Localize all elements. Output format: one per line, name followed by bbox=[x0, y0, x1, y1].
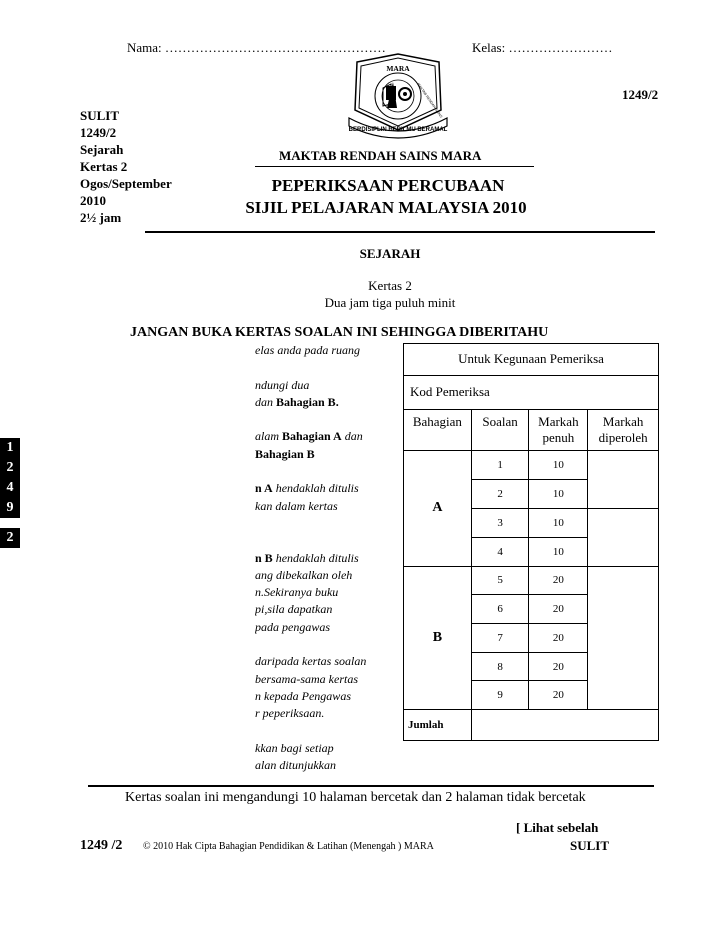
soalan-cell: 7 bbox=[471, 624, 529, 653]
instruction-bold-text: Bahagian B. bbox=[276, 394, 339, 409]
class-field-label: Kelas: …………………… bbox=[472, 40, 613, 55]
lihat-sebelah: [ Lihat sebelah bbox=[516, 820, 599, 835]
soalan-cell: 6 bbox=[471, 595, 529, 624]
instruction-text: kan dalam kertas bbox=[255, 498, 338, 513]
logo-ring-text: MAKTAB RENDAH SAINS bbox=[416, 82, 444, 119]
side-code-5: 2 bbox=[0, 528, 20, 548]
instruction-text: dan bbox=[341, 429, 363, 444]
instruction-line bbox=[255, 550, 405, 567]
instruction-text: dan bbox=[255, 394, 276, 409]
left-info-month: Ogos/September bbox=[80, 176, 172, 191]
diperoleh-cell bbox=[588, 566, 659, 710]
instruction-text: alan ditunjukkan bbox=[255, 758, 336, 773]
diperoleh-cell bbox=[588, 450, 659, 508]
left-info-duration: 2½ jam bbox=[80, 210, 122, 225]
instruction-line bbox=[255, 757, 405, 774]
diperoleh-cell bbox=[588, 509, 659, 566]
footer-copyright: © 2010 Hak Cipta Bahagian Pendidikan & Latihan (Menengah ) MARA bbox=[143, 841, 434, 852]
instructions-block bbox=[255, 342, 405, 774]
soalan-cell: 4 bbox=[471, 537, 529, 566]
instruction-line bbox=[255, 377, 405, 394]
instruction-line bbox=[255, 740, 405, 757]
markah-cell: 20 bbox=[529, 681, 588, 710]
name-field-label: Nama: …………………………………………… bbox=[127, 40, 386, 55]
side-code-3: 4 bbox=[0, 478, 20, 498]
instruction-text: pi,sila dapatkan bbox=[255, 602, 333, 617]
soalan-cell: 9 bbox=[471, 681, 529, 710]
instruction-text: daripada kertas soalan bbox=[255, 654, 367, 669]
instruction-text: alam bbox=[255, 429, 282, 444]
instruction-line bbox=[255, 359, 405, 376]
instruction-bold-text: Bahagian A bbox=[282, 429, 342, 444]
exam-title-1: PEPERIKSAAN PERCUBAAN bbox=[271, 176, 505, 195]
instruction-text: kkan bagi setiap bbox=[255, 740, 334, 755]
footer-sulit: SULIT bbox=[570, 838, 610, 853]
left-info-year: 2010 bbox=[80, 193, 106, 208]
markah-cell: 10 bbox=[529, 537, 588, 566]
instruction-line bbox=[255, 411, 405, 428]
instruction-text: pada pengawas bbox=[255, 619, 330, 634]
soalan-cell: 1 bbox=[471, 450, 529, 480]
instruction-line bbox=[255, 619, 405, 636]
instruction-line bbox=[255, 688, 405, 705]
left-info-sulit: SULIT bbox=[80, 108, 120, 123]
instruction-line bbox=[255, 653, 405, 670]
instruction-bold-text: n A bbox=[255, 481, 273, 496]
instruction-line bbox=[255, 567, 405, 584]
instruction-line bbox=[255, 463, 405, 480]
left-info-paper: Kertas 2 bbox=[80, 159, 128, 174]
header-markah-penuh: Markah penuh bbox=[529, 409, 588, 450]
markah-cell: 20 bbox=[529, 595, 588, 624]
instruction-line bbox=[255, 723, 405, 740]
table-title: Untuk Kegunaan Pemeriksa bbox=[404, 344, 659, 376]
instruction-line bbox=[255, 636, 405, 653]
markah-cell: 10 bbox=[529, 480, 588, 509]
instruction-text: elas anda pada ruang bbox=[255, 343, 360, 357]
college-name: MAKTAB RENDAH SAINS MARA bbox=[279, 148, 482, 163]
soalan-cell: 2 bbox=[471, 480, 529, 509]
instruction-line bbox=[255, 705, 405, 722]
markah-cell: 20 bbox=[529, 566, 588, 595]
instruction-text: n kepada Pengawas bbox=[255, 688, 351, 703]
section-a-label: A bbox=[404, 450, 472, 566]
pages-note: Kertas soalan ini mengandungi 10 halaman bercetak dan 2 halaman tidak bercetak bbox=[125, 790, 586, 805]
paper-duration: Dua jam tiga puluh minit bbox=[324, 295, 456, 310]
header-markah-diperoleh: Markah diperoleh bbox=[588, 409, 659, 450]
instruction-bold-text: n B bbox=[255, 550, 273, 565]
subject-title: SEJARAH bbox=[359, 246, 421, 261]
instruction-line bbox=[255, 584, 405, 601]
instruction-text: hendaklah ditulis bbox=[272, 550, 359, 565]
instruction-text: r peperiksaan. bbox=[255, 706, 325, 721]
instruction-line bbox=[255, 671, 405, 688]
instruction-line bbox=[255, 498, 405, 515]
jumlah-label: Jumlah bbox=[404, 710, 472, 741]
left-info-code: 1249/2 bbox=[80, 125, 117, 140]
header-soalan: Soalan bbox=[471, 409, 529, 450]
examiner-code-label: Kod Pemeriksa bbox=[404, 375, 659, 409]
warning-text: JANGAN BUKA KERTAS SOALAN INI SEHINGGA DIBERITAHU bbox=[130, 325, 549, 340]
instruction-line bbox=[255, 446, 405, 463]
logo-top-text: MARA bbox=[386, 64, 410, 73]
soalan-cell: 8 bbox=[471, 652, 529, 681]
jumlah-value bbox=[471, 710, 658, 741]
instruction-line bbox=[255, 480, 405, 497]
college-underline bbox=[255, 166, 534, 167]
side-code-4: 9 bbox=[0, 498, 20, 518]
instruction-text: hendaklah ditulis bbox=[272, 481, 359, 496]
markah-cell: 20 bbox=[529, 652, 588, 681]
instruction-line bbox=[255, 394, 405, 411]
section-b-label: B bbox=[404, 566, 472, 710]
left-info-subject: Sejarah bbox=[80, 142, 124, 157]
logo-motto: BERDISIPLIN BERILMU BERAMAL bbox=[348, 127, 448, 133]
side-code-2: 2 bbox=[0, 458, 20, 478]
instruction-line bbox=[255, 515, 405, 532]
instruction-text: ang dibekalkan oleh bbox=[255, 567, 353, 582]
paper-number: Kertas 2 bbox=[368, 278, 412, 293]
side-code-1: 1 bbox=[0, 438, 20, 458]
header-bahagian: Bahagian bbox=[404, 409, 472, 450]
instruction-line bbox=[255, 601, 405, 618]
instruction-line bbox=[255, 428, 405, 445]
markah-cell: 20 bbox=[529, 624, 588, 653]
instruction-text: bersama-sama kertas bbox=[255, 671, 358, 686]
footer-rule bbox=[88, 785, 654, 787]
markah-cell: 10 bbox=[529, 450, 588, 480]
mara-logo bbox=[343, 52, 453, 140]
footer-code: 1249 /2 bbox=[80, 838, 123, 853]
instruction-line bbox=[255, 532, 405, 549]
instruction-line bbox=[255, 342, 405, 359]
instruction-text: n.Sekiranya buku bbox=[255, 585, 339, 600]
instruction-text: ndungi dua bbox=[255, 377, 310, 392]
exam-title-2: SIJIL PELAJARAN MALAYSIA 2010 bbox=[245, 198, 527, 217]
title-rule bbox=[145, 231, 655, 233]
soalan-cell: 5 bbox=[471, 566, 529, 595]
examiner-table bbox=[403, 343, 659, 741]
soalan-cell: 3 bbox=[471, 509, 529, 538]
markah-cell: 10 bbox=[529, 509, 588, 538]
instruction-bold-text: Bahagian B bbox=[255, 446, 315, 461]
paper-code-right: 1249/2 bbox=[622, 87, 659, 102]
